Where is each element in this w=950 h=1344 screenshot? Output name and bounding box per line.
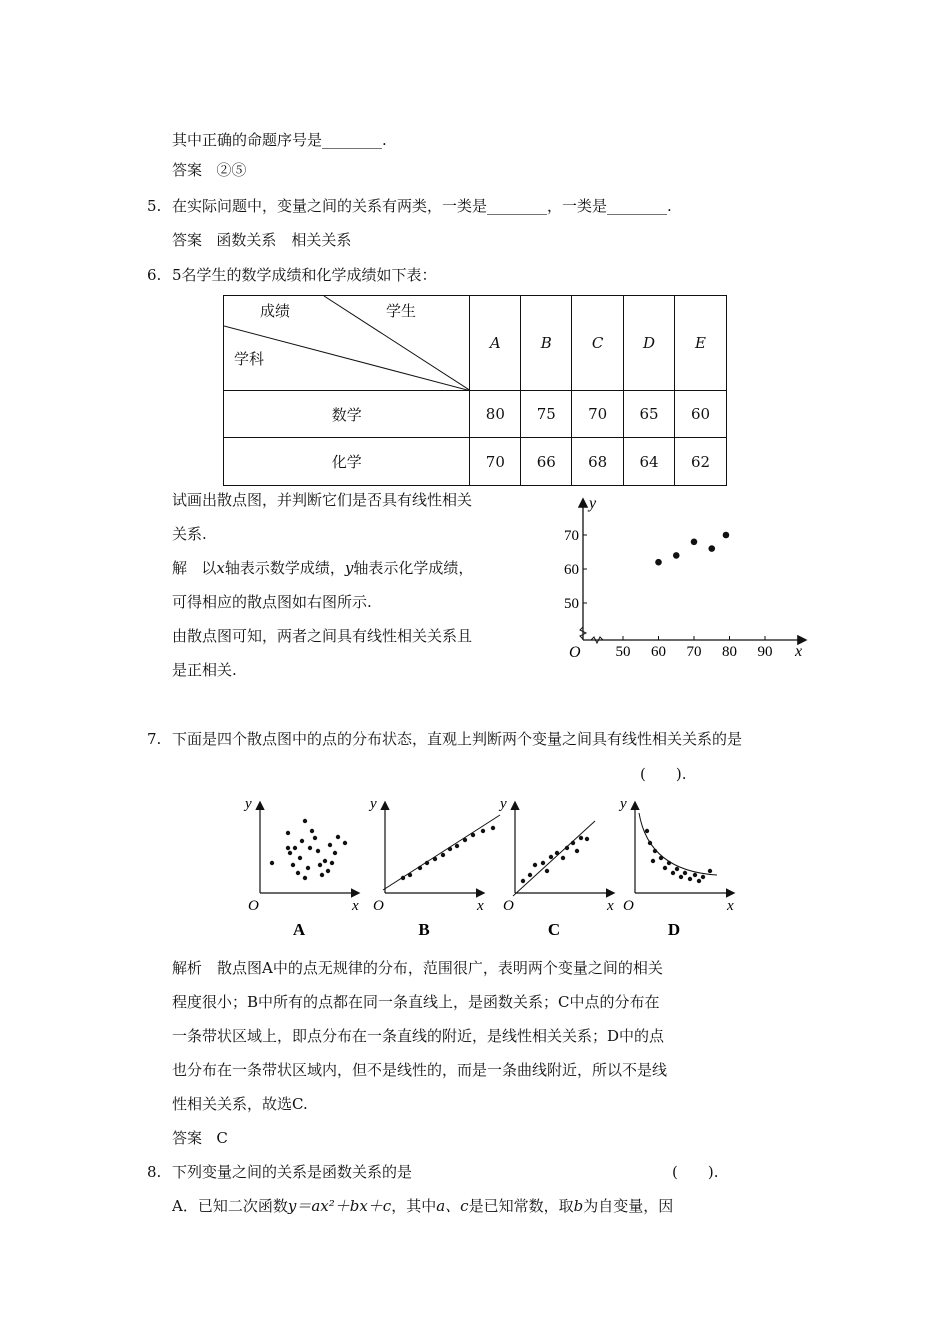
score-cell: 70 [572,391,624,438]
q6-line-1: 试画出散点图，并判断它们是否具有线性相关 [172,491,473,509]
data-point [288,851,292,855]
data-point [326,869,330,873]
data-point [418,866,422,870]
data-point [316,849,320,853]
y-tick-label: 60 [564,562,579,578]
data-point [463,838,467,842]
data-point [320,873,324,877]
x-tick-label: 80 [722,644,737,660]
q8-option-a [172,1196,673,1216]
q5-number: 5. [147,197,162,215]
scatter-panel [618,796,734,938]
student-header: E [675,296,727,391]
data-point [545,869,549,873]
data-point [693,873,697,877]
corner-label-grades: 成绩 [260,302,291,320]
answer-value: C [216,1129,228,1147]
data-point [561,856,565,860]
data-point [659,856,663,860]
data-point [701,875,705,879]
panel-label: A [292,920,306,938]
data-point [401,876,405,880]
data-point [303,876,307,880]
option-var-b: b [573,1197,584,1215]
data-point [298,856,302,860]
q8-text: 下列变量之间的关系是函数关系的是 [172,1163,413,1181]
data-point [310,829,314,833]
q6-scatter-chart [555,490,815,670]
data-point [270,861,274,865]
x-axis-label: x [352,898,359,914]
q6-line-2: 关系. [172,525,207,543]
data-point [579,836,583,840]
panel-label: D [667,920,681,938]
student-header: A [470,296,521,391]
q7-scatter-panels [240,788,800,938]
x-axis-label: x [477,898,484,914]
data-point [306,866,310,870]
table-row [224,438,727,486]
subject-cell: 数学 [224,391,470,438]
student-header: C [572,296,624,391]
data-point [723,532,730,539]
data-point [291,863,295,867]
q7-analysis-line: 程度很小；B中所有的点都在同一条直线上，是函数关系；C中点的分布在 [172,993,660,1011]
q7-analysis-line: 一条带状区域上，即点分布在一条直线的附近，是线性相关关系；D中的点 [172,1027,665,1045]
corner-label-students: 学生 [386,302,417,320]
y-axis-label: y [500,796,507,812]
q4-prompt: 其中正确的命题序号是________. [172,131,387,149]
data-point [533,863,537,867]
student-header: D [624,296,675,391]
y-axis-label: y [245,796,252,812]
data-point [296,871,300,875]
data-point [671,871,675,875]
data-point [541,861,545,865]
score-cell: 64 [624,438,675,486]
data-point [667,861,671,865]
data-point [336,835,340,839]
data-point [648,841,652,845]
origin-label: O [569,644,581,661]
data-point [521,879,525,883]
origin-label: O [373,898,384,914]
data-point [575,849,579,853]
x-axis-label: x [795,643,803,660]
x-tick-label: 70 [686,644,702,660]
q7-bracket: ( ). [640,765,687,783]
solution-text: 轴表示数学成绩， [224,559,345,577]
data-point [645,829,649,833]
grades-table [223,295,727,486]
y-axis-label: y [370,796,377,812]
data-point [683,871,687,875]
table-corner-cell [224,296,470,391]
origin-label: O [248,898,259,914]
q7-text: 下面是四个散点图中的点的分布状态，直观上判断两个变量之间具有线性相关关系的是 [172,730,743,748]
scatter-panel [243,796,359,938]
data-point [549,855,553,859]
q8-bracket: ( ). [672,1163,719,1181]
q8-number: 8. [147,1163,162,1181]
option-text: A．已知二次函数 [172,1197,288,1215]
data-point [318,863,322,867]
score-cell: 65 [624,391,675,438]
data-point [651,859,655,863]
q6-line-3: 由散点图可知，两者之间具有线性相关关系且 [172,627,473,645]
data-point [308,846,312,850]
data-point [708,869,712,873]
data-point [328,843,332,847]
data-point [300,839,304,843]
data-point [691,539,698,546]
q6-line-4: 是正相关. [172,661,237,679]
data-point [655,559,662,566]
option-text: ，其中 [391,1197,437,1215]
data-point [585,837,589,841]
answer-value: ②⑤ [216,161,247,179]
q7-number: 7. [147,730,162,748]
data-point [679,875,683,879]
option-text: 是已知常数，取 [468,1197,574,1215]
x-tick-label: 50 [615,644,631,660]
data-point [708,545,715,552]
data-point [313,836,317,840]
chart-axes [564,495,805,661]
student-header: B [521,296,572,391]
data-point [333,851,337,855]
y-tick-label: 70 [564,528,579,544]
data-point [441,853,445,857]
q7-answer [172,1128,228,1148]
q5-text: 在实际问题中，变量之间的关系有两类，一类是________，一类是________. [172,197,672,215]
panel-label: B [418,920,430,938]
x-tick-label: 90 [757,644,773,660]
q4-answer [172,160,246,180]
solution-var-x: x [216,559,225,577]
score-cell: 62 [675,438,727,486]
data-point [303,819,307,823]
origin-label: O [503,898,514,914]
answer-value: 函数关系 相关关系 [216,231,352,249]
x-axis-label: x [727,898,734,914]
solution-var-y: y [344,559,354,577]
scatter-panel [368,796,500,938]
score-cell: 70 [470,438,521,486]
q7-analysis-line: 也分布在一条带状区域内，但不是线性的，而是一条曲线附近，所以不是线 [172,1061,668,1079]
data-point [491,826,495,830]
data-point [688,877,692,881]
data-point [455,844,459,848]
q6-text: 5名学生的数学成绩和化学成绩如下表： [172,266,437,284]
data-point [571,841,575,845]
option-vars: a、c [436,1197,469,1215]
solution-text: 轴表示化学成绩， [353,559,474,577]
data-point [286,831,290,835]
data-point [286,846,290,850]
data-point [697,879,701,883]
score-cell: 66 [521,438,572,486]
data-point [323,859,327,863]
solution-text: 以 [201,559,217,577]
y-axis-label: y [589,495,597,512]
subject-cell: 化学 [224,438,470,486]
data-point [653,849,657,853]
option-formula: y＝ax²＋bx＋c [287,1197,392,1215]
data-point [408,873,412,877]
solution-label: 解 [172,559,188,577]
x-tick-label: 60 [651,644,666,660]
score-cell: 68 [572,438,624,486]
data-point [293,846,297,850]
corner-label-subject: 学科 [234,350,265,368]
data-point [675,867,679,871]
data-point [481,829,485,833]
x-axis-label: x [607,898,614,914]
origin-label: O [623,898,634,914]
data-point [673,552,680,559]
data-point [343,841,347,845]
y-tick-label: 50 [564,596,579,612]
q6-solution-line-2: 可得相应的散点图如右图所示. [172,593,372,611]
answer-label: 答案 [172,1129,203,1147]
q6-number: 6. [147,266,162,284]
data-point [433,857,437,861]
score-cell: 75 [521,391,572,438]
data-point [330,861,334,865]
chart-points [655,532,729,566]
option-text: 为自变量，因 [583,1197,674,1215]
table-row [224,391,727,438]
data-point [663,866,667,870]
data-point [425,861,429,865]
score-cell: 80 [470,391,521,438]
fit-line [513,821,595,896]
score-cell: 60 [675,391,727,438]
y-axis-label: y [620,796,627,812]
q5-answer [172,230,351,250]
fit-line [383,815,500,890]
q7-analysis-line: 性相关关系，故选C. [172,1095,308,1113]
data-point [565,846,569,850]
answer-label: 答案 [172,161,203,179]
q6-solution-line-1 [172,558,473,578]
q7-analysis-line: 解析 散点图A中的点无规律的分布，范围很广，表明两个变量之间的相关 [172,959,663,977]
data-point [528,873,532,877]
panel-label: C [547,920,561,938]
data-point [471,833,475,837]
data-point [448,847,452,851]
data-point [555,851,559,855]
scatter-panel [498,796,614,938]
answer-label: 答案 [172,231,203,249]
